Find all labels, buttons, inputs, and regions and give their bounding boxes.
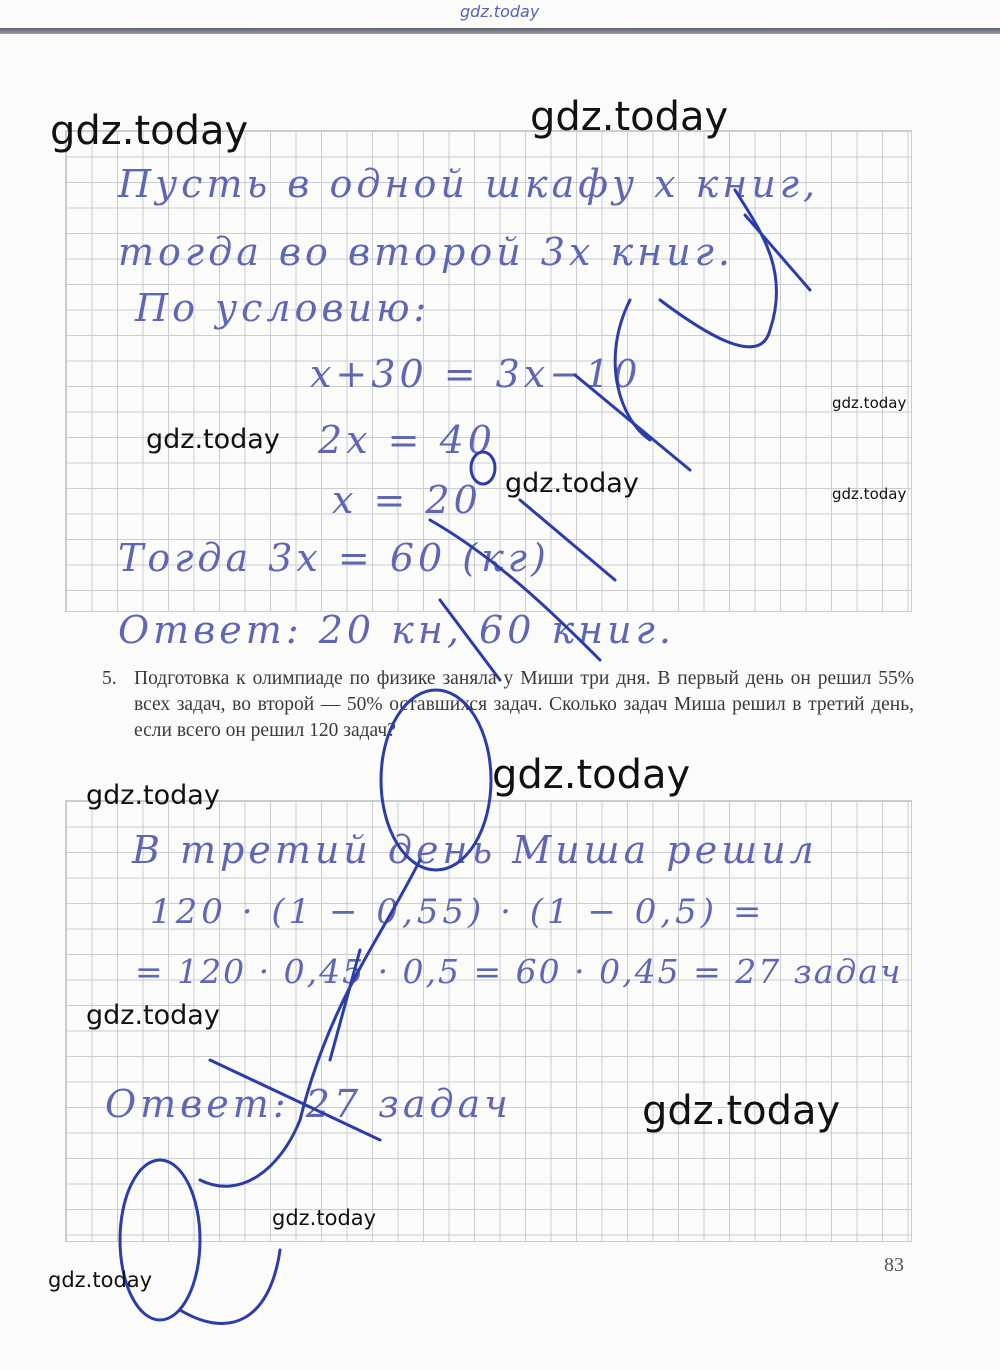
solution5-line3: = 120 · 0,45 · 0,5 = 60 · 0,45 = 27 задач xyxy=(135,952,903,991)
watermark: gdz.today xyxy=(272,1206,377,1230)
solution4-equation2: 2x = 40 xyxy=(318,418,496,462)
watermark: gdz.today xyxy=(492,752,691,798)
watermark: gdz.today xyxy=(642,1088,841,1134)
solution4-line3: По условию: xyxy=(135,286,431,330)
solution4-equation1: x+30 = 3x−10 xyxy=(310,352,642,396)
watermark: gdz.today xyxy=(86,780,220,811)
page-number: 83 xyxy=(884,1254,904,1276)
solution5-line1: В третий день Миша решил xyxy=(132,828,818,872)
solution5-line2: 120 · (1 − 0,55) · (1 − 0,5) = xyxy=(150,892,766,932)
solution5-answer: Ответ: 27 задач xyxy=(105,1082,512,1126)
watermark: gdz.today xyxy=(86,1000,220,1031)
task5-number: 5. xyxy=(102,668,117,689)
solution4-line1: Пусть в одной шкафу x книг, xyxy=(118,162,820,206)
page-top-edge xyxy=(0,28,1000,34)
watermark-top: gdz.today xyxy=(460,2,540,21)
task5-block xyxy=(102,666,914,744)
watermark: gdz.today xyxy=(832,485,907,503)
watermark: gdz.today xyxy=(50,108,249,154)
solution4-answer: Ответ: 20 кн, 60 книг. xyxy=(118,608,675,652)
watermark: gdz.today xyxy=(146,424,280,455)
watermark: gdz.today xyxy=(530,94,729,140)
watermark: gdz.today xyxy=(832,394,907,412)
solution4-equation3: x = 20 xyxy=(332,478,482,522)
watermark: gdz.today xyxy=(48,1268,153,1292)
solution4-then: Тогда 3x = 60 (кг) xyxy=(118,536,550,580)
task5-text: Подготовка к олимпиаде по физике заняла у Миши три дня. В первый день он решил 55% всех задач, во второй — 50% оставшихся задач. Сколько задач Миша решил в третий день, если всего он решил 120 задач? xyxy=(134,668,914,741)
solution4-line2: тогда во второй 3x книг. xyxy=(118,230,734,274)
watermark: gdz.today xyxy=(505,468,639,499)
